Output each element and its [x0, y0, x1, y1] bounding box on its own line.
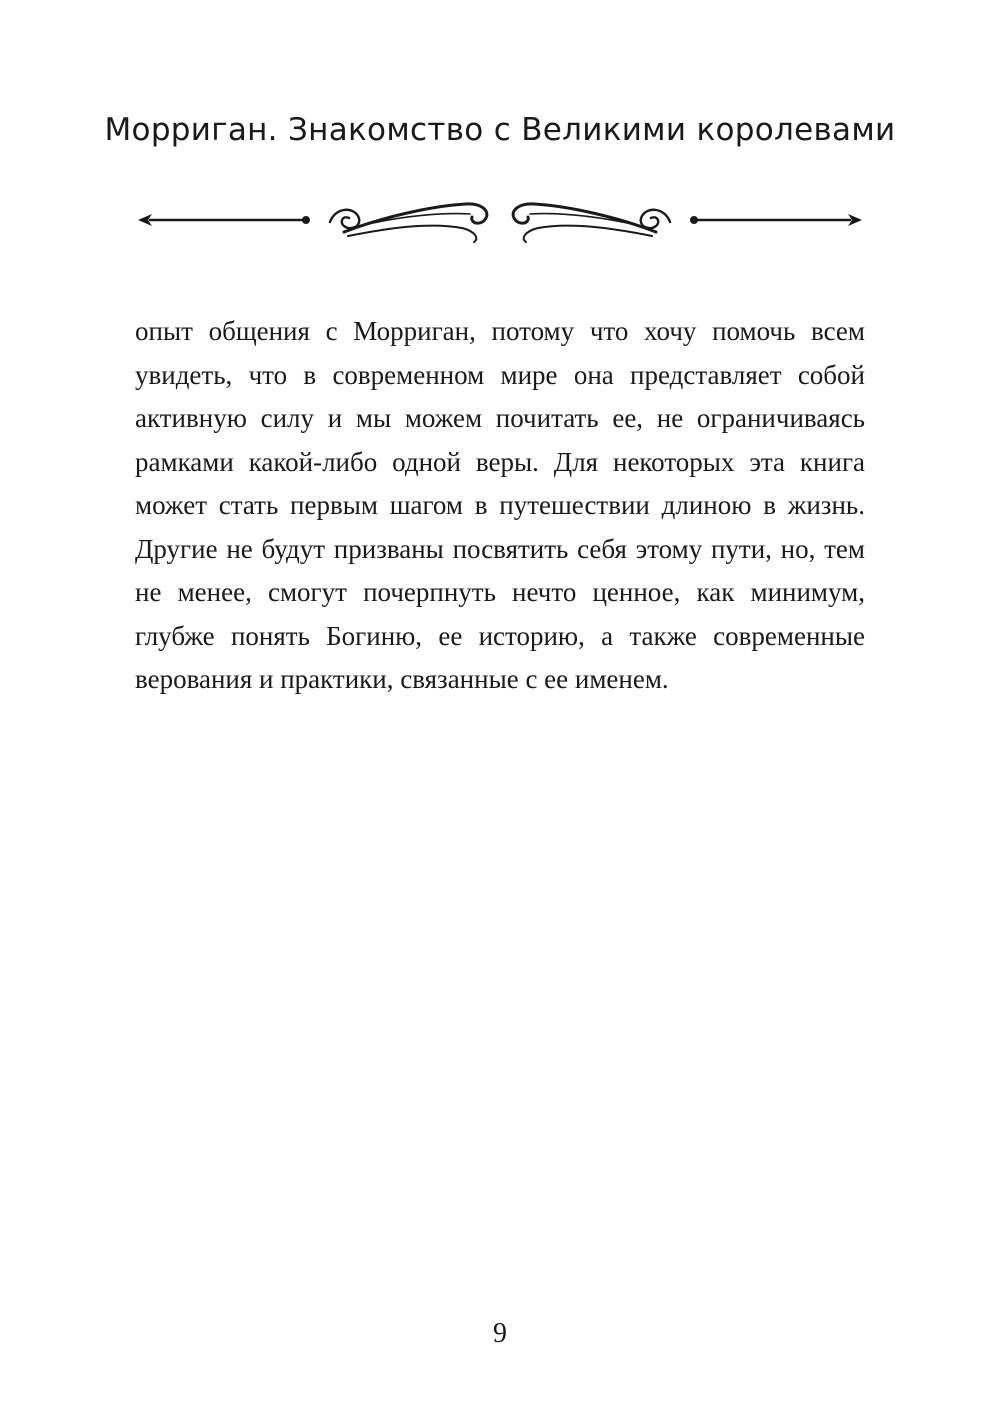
left-flourish [330, 210, 359, 228]
right-flourish [641, 210, 670, 228]
text-line: может стать первым шагом в путешествии длиною в жизнь. [135, 490, 865, 520]
body-paragraph [135, 310, 865, 702]
text-line: не менее, смогут почерпнуть нечто ценное, как минимум, [135, 577, 865, 607]
text-line: активную силу и мы можем почитать ее, не ограничиваясь [135, 403, 865, 433]
text-line: верования и практики, связанные с ее именем. [135, 664, 669, 694]
text-line: Другие не будут призваны посвятить себя этому пути, но, тем [135, 533, 865, 564]
text-line: опыт общения с Морриган, потому что хочу помочь всем [135, 316, 865, 346]
text-line: глубже понять Богиню, ее историю, а также современные [135, 620, 865, 651]
page-header-title: Морриган. Знакомство с Великими королевами [104, 112, 896, 148]
scroll-divider-icon [130, 188, 870, 258]
left-dot [302, 216, 310, 224]
text-line: увидеть, что в современном мире она представляет собой [135, 359, 865, 390]
text-line: рамками какой-либо одной веры. Для некоторых эта книга [135, 446, 865, 477]
page-number: 9 [493, 1318, 507, 1349]
